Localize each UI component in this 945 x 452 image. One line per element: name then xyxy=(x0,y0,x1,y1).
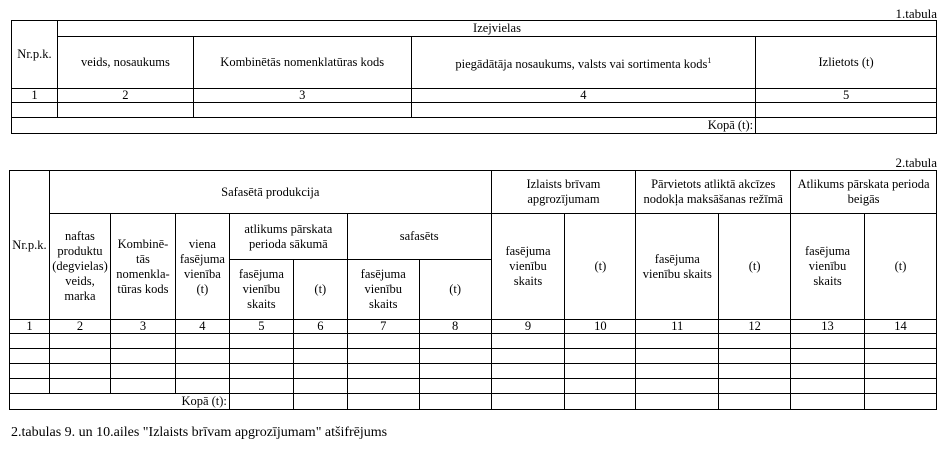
col-start-count: fasējuma vienību skaits xyxy=(229,260,293,320)
total-label: Kopā (t): xyxy=(10,394,230,410)
empty-cell xyxy=(293,364,347,379)
empty-cell xyxy=(865,334,937,349)
col-veids: veids, nosaukums xyxy=(57,37,193,89)
table-1 xyxy=(11,20,937,134)
empty-cell xyxy=(347,349,419,364)
sub-packed: safasēts xyxy=(347,214,491,260)
empty-cell xyxy=(10,349,50,364)
table-2 xyxy=(9,170,937,410)
empty-cell xyxy=(10,364,50,379)
col-nr: Nr.p.k. xyxy=(12,21,58,89)
num-cell: 3 xyxy=(193,89,411,103)
empty-cell xyxy=(791,379,865,394)
empty-cell xyxy=(411,103,756,118)
num-cell: 10 xyxy=(565,320,636,334)
empty-cell xyxy=(636,379,719,394)
num-cell: 8 xyxy=(419,320,491,334)
empty-cell xyxy=(419,364,491,379)
sub-start: atlikums pārskata perioda sākumā xyxy=(229,214,347,260)
empty-cell xyxy=(791,394,865,410)
empty-cell xyxy=(636,394,719,410)
table-row xyxy=(10,334,937,349)
empty-cell xyxy=(791,334,865,349)
num-cell: 4 xyxy=(411,89,756,103)
col-packed-t: (t) xyxy=(419,260,491,320)
col-kn: Kombinētās nomenklatūras kods xyxy=(193,37,411,89)
empty-cell xyxy=(347,394,419,410)
footnote-ref: 1 xyxy=(707,55,712,65)
empty-cell xyxy=(865,379,937,394)
empty-cell xyxy=(293,394,347,410)
empty-cell xyxy=(49,334,110,349)
empty-cell xyxy=(175,349,229,364)
empty-cell xyxy=(636,364,719,379)
num-cell: 2 xyxy=(57,89,193,103)
empty-cell xyxy=(636,334,719,349)
empty-cell xyxy=(175,364,229,379)
col-remaining-t: (t) xyxy=(865,214,937,320)
col-nr: Nr.p.k. xyxy=(10,171,50,320)
num-cell: 11 xyxy=(636,320,719,334)
empty-cell xyxy=(12,103,58,118)
total-label: Kopā (t): xyxy=(12,118,756,134)
empty-cell xyxy=(347,379,419,394)
empty-cell xyxy=(110,379,175,394)
empty-cell xyxy=(49,349,110,364)
empty-cell xyxy=(175,379,229,394)
empty-cell xyxy=(57,103,193,118)
empty-cell xyxy=(229,379,293,394)
empty-cell xyxy=(865,394,937,410)
num-cell: 1 xyxy=(10,320,50,334)
table1-caption: 1.tabula xyxy=(895,6,937,21)
group-remaining: Atlikums pārskata perioda beigās xyxy=(791,171,937,214)
table-row xyxy=(10,349,937,364)
empty-cell xyxy=(719,364,791,379)
num-cell: 6 xyxy=(293,320,347,334)
col-released-t: (t) xyxy=(565,214,636,320)
group-product: Safasētā produkcija xyxy=(49,171,491,214)
num-cell: 4 xyxy=(175,320,229,334)
num-cell: 2 xyxy=(49,320,110,334)
num-cell: 5 xyxy=(229,320,293,334)
col-supplier-label: piegādātāja nosaukums, valsts vai sortimenta kods xyxy=(455,57,708,72)
num-cell: 9 xyxy=(491,320,565,334)
empty-cell xyxy=(719,394,791,410)
empty-cell xyxy=(347,334,419,349)
num-cell: 5 xyxy=(756,89,937,103)
col-kn: Kombinē-tās nomenkla-tūras kods xyxy=(110,214,175,320)
num-cell: 1 xyxy=(12,89,58,103)
empty-cell xyxy=(229,334,293,349)
empty-cell xyxy=(491,379,565,394)
empty-cell xyxy=(293,334,347,349)
empty-cell xyxy=(865,349,937,364)
empty-cell xyxy=(719,334,791,349)
empty-cell xyxy=(419,334,491,349)
group-released: Izlaists brīvam apgrozījumam xyxy=(491,171,636,214)
empty-cell xyxy=(565,379,636,394)
empty-cell xyxy=(791,364,865,379)
col-product: naftas produktu (degvielas) veids, marka xyxy=(49,214,110,320)
empty-cell xyxy=(491,364,565,379)
col-supplier xyxy=(411,37,756,89)
group-moved: Pārvietots atliktā akcīzes nodokļa maksāšanas režīmā xyxy=(636,171,791,214)
empty-cell xyxy=(565,364,636,379)
empty-cell xyxy=(229,364,293,379)
empty-cell xyxy=(110,364,175,379)
empty-cell xyxy=(491,334,565,349)
num-cell: 3 xyxy=(110,320,175,334)
col-moved-t: (t) xyxy=(719,214,791,320)
col-moved-count: fasējuma vienību skaits xyxy=(636,214,719,320)
empty-cell xyxy=(419,349,491,364)
col-released-count: fasējuma vienību skaits xyxy=(491,214,565,320)
empty-cell xyxy=(865,364,937,379)
empty-cell xyxy=(293,349,347,364)
empty-cell xyxy=(565,394,636,410)
num-cell: 13 xyxy=(791,320,865,334)
empty-cell xyxy=(110,334,175,349)
empty-cell xyxy=(719,379,791,394)
empty-cell xyxy=(293,379,347,394)
number-row xyxy=(10,320,937,334)
col-start-t: (t) xyxy=(293,260,347,320)
empty-cell xyxy=(636,349,719,364)
group-izejvielas: Izejvielas xyxy=(57,21,936,37)
empty-cell xyxy=(756,103,937,118)
empty-cell xyxy=(419,394,491,410)
empty-cell xyxy=(110,349,175,364)
col-packed-count: fasējuma vienību skaits xyxy=(347,260,419,320)
num-cell: 7 xyxy=(347,320,419,334)
table-row xyxy=(10,364,937,379)
table-row xyxy=(10,379,937,394)
col-used: Izlietots (t) xyxy=(756,37,937,89)
empty-cell xyxy=(10,334,50,349)
col-remaining-count: fasējuma vienību skaits xyxy=(791,214,865,320)
num-cell: 14 xyxy=(865,320,937,334)
empty-cell xyxy=(419,379,491,394)
empty-cell xyxy=(719,349,791,364)
col-unit: viena fasējuma vienība (t) xyxy=(175,214,229,320)
empty-cell xyxy=(49,364,110,379)
empty-cell xyxy=(229,349,293,364)
empty-cell xyxy=(49,379,110,394)
empty-cell xyxy=(565,334,636,349)
empty-cell xyxy=(491,349,565,364)
empty-cell xyxy=(175,334,229,349)
empty-cell xyxy=(347,364,419,379)
total-value xyxy=(756,118,937,134)
empty-cell xyxy=(565,349,636,364)
empty-cell xyxy=(791,349,865,364)
empty-cell xyxy=(491,394,565,410)
empty-cell xyxy=(193,103,411,118)
footnote-text: 2.tabulas 9. un 10.ailes "Izlaists brīvam apgrozījumam" atšifrējums xyxy=(11,425,388,440)
num-cell: 12 xyxy=(719,320,791,334)
empty-cell xyxy=(10,379,50,394)
table2-caption: 2.tabula xyxy=(895,155,937,170)
empty-cell xyxy=(229,394,293,410)
table-row xyxy=(12,103,937,118)
